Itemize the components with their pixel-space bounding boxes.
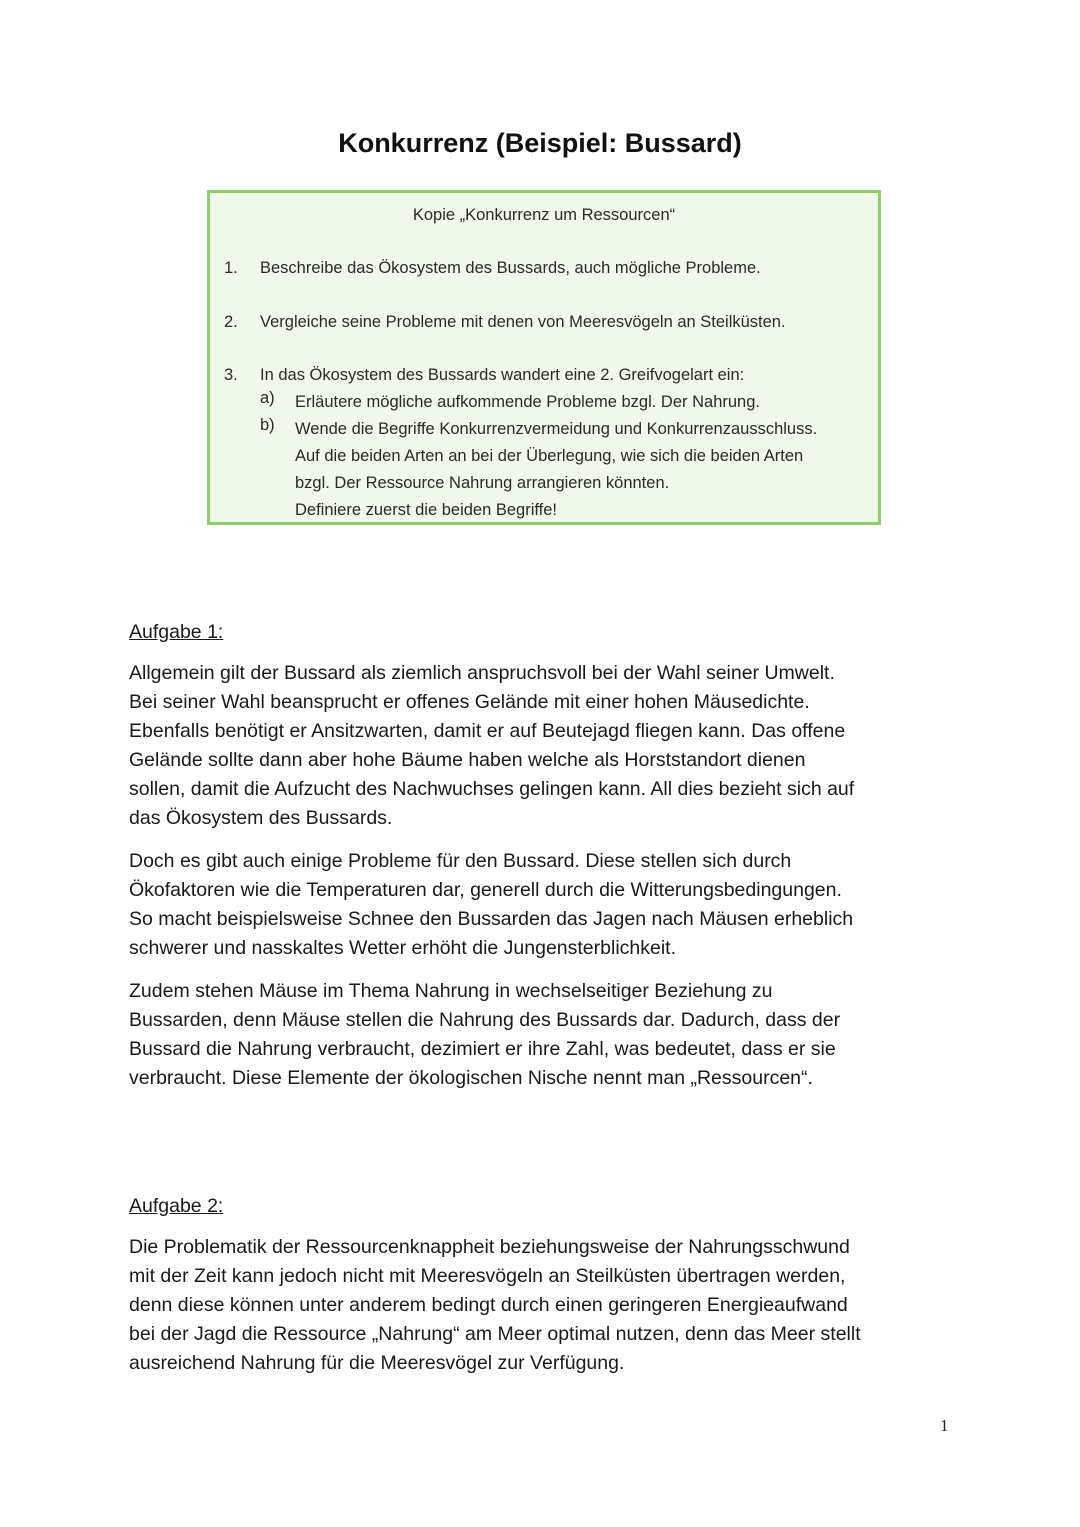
paragraph: Doch es gibt auch einige Probleme für den Bussard. Diese stellen sich durch Ökofaktoren wie die Temperaturen dar, generell durch die Witterungsbedingungen. So macht beispielsweise Schnee den Bussarden das Jagen nach Mäusen erheblich schwerer und nasskaltes Wetter erhöht die Jungensterblichkeit.: [129, 850, 854, 959]
section-aufgabe-2: [129, 1192, 959, 1392]
page-number: 1: [940, 1416, 949, 1435]
section-heading: Aufgabe 1:: [129, 621, 224, 643]
page-title: Konkurrenz (Beispiel: Bussard): [338, 128, 742, 158]
subtask-text: Erläutere mögliche aufkommende Probleme bzgl. Der Nahrung.: [295, 393, 760, 411]
section-aufgabe-1: [129, 618, 959, 1107]
task-number: 2.: [224, 313, 238, 331]
paragraph: Die Problematik der Ressourcenknappheit beziehungsweise der Nahrungsschwund mit der Zeit kann jedoch nicht mit Meeresvögeln an Steilküsten übertragen werden, denn diese können unter anderem bedingt durch einen geringeren Energieaufwand bei der Jagd die Ressource „Nahrung“ am Meer optimal nutzen, denn das Meer stellt ausreichend Nahrung für die Meeresvögel zur Verfügung.: [129, 1236, 861, 1374]
task-number: 3.: [224, 366, 238, 384]
paragraph: Allgemein gilt der Bussard als ziemlich anspruchsvoll bei der Wahl seiner Umwelt. Bei seiner Wahl beansprucht er offenes Gelände mit einer hohen Mäusedichte. Ebenfalls benötigt er Ansitzwarten, damit er auf Beutejagd fliegen kann. Das offene Gelände sollte dann aber hohe Bäume haben welche als Horststandort dienen sollen, damit die Aufzucht des Nachwuchses gelingen kann. All dies bezieht sich auf das Ökosystem des Bussards.: [129, 662, 855, 829]
task-number: 1.: [224, 259, 238, 277]
task-text: Vergleiche seine Probleme mit denen von Meeresvögeln an Steilküsten.: [260, 313, 786, 331]
task-text: Beschreibe das Ökosystem des Bussards, auch mögliche Probleme.: [260, 259, 761, 277]
section-heading: Aufgabe 2:: [129, 1195, 224, 1217]
subtask-letter: b): [260, 416, 275, 434]
paragraph: Zudem stehen Mäuse im Thema Nahrung in wechselseitiger Beziehung zu Bussarden, denn Mäuse stellen die Nahrung des Bussards dar. Dadurch, dass der Bussard die Nahrung verbraucht, dezimiert er ihre Zahl, was bedeutet, dass er sie verbraucht. Diese Elemente der ökologischen Nische nennt man „Ressourcen“.: [129, 980, 841, 1089]
subtask-text: Wende die Begriffe Konkurrenzvermeidung und Konkurrenzausschluss. Auf die beiden Arten an bei der Überlegung, wie sich die beiden Arten bzgl. Der Ressource Nahrung arrangieren könnten. Definiere zuerst die beiden Begriffe!: [295, 420, 818, 519]
task-text: In das Ökosystem des Bussards wandert eine 2. Greifvogelart ein:: [260, 366, 745, 384]
task-box: [207, 190, 881, 525]
task-box-title: Kopie „Konkurrenz um Ressourcen“: [412, 206, 676, 224]
subtask-letter: a): [260, 389, 275, 407]
